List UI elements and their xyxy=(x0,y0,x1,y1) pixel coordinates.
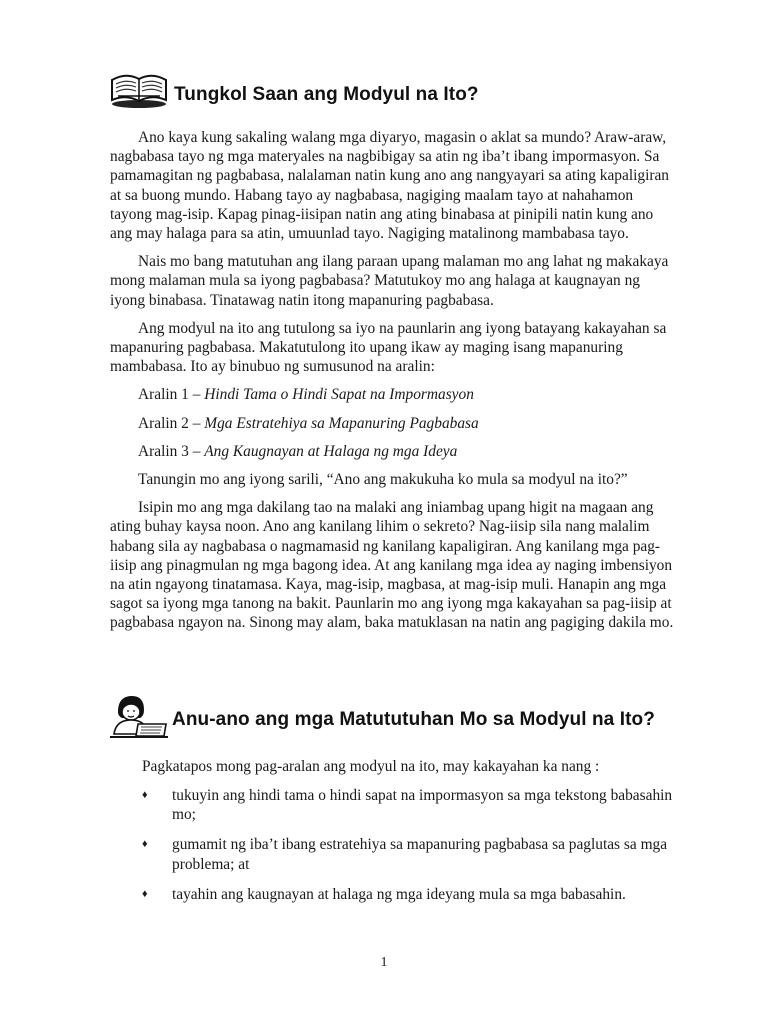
section-body xyxy=(110,128,676,642)
lesson-title: Hindi Tama o Hindi Sapat na Impormasyon xyxy=(204,386,474,404)
paragraph: Ano kaya kung sakaling walang mga diyaryo, magasin o aklat sa mundo? Araw-araw, nagbabasa tayo ng mga materyales na nagbibigay sa atin ng iba’t ibang impormasyon. Sa pamamagitan ng pagbabasa, nalalaman natin kung ano ang nangyayari sa ating kapaligiran at sa buong mundo. Habang tayo ay nagbabasa, nagiging maalam tayo at nahahamon tayong mag-isip. Kapag pinag-iisipan natin ang ating binabasa at pinipili natin kung ano ang may halaga para sa atin, umuunlad tayo. Nagiging matalinong mambabasa tayo. xyxy=(110,129,669,243)
list-item: ♦ tayahin ang kaugnayan at halaga ng mga ideyang mula sa mga babasahin. xyxy=(142,885,626,903)
paragraph: Tanungin mo ang iyong sarili, “Ano ang makukuha ko mula sa modyul na ito?” xyxy=(138,471,628,489)
diamond-bullet-icon: ♦ xyxy=(142,789,148,801)
paragraph: Isipin mo ang mga dakilang tao na malaki ang iniambag upang higit na magaan ang ating buhay kaysa noon. Ano ang kanilang lihim o sekreto? Nag-iisip sila nang malalim habang sila ay nagbabasa o nagmamasid ng kanilang kapaligiran. Ang kanilang mga pag-iisip ang pinagmulan ng mga bagong idea. At ang kanilang mga idea ay naging imbensiyon na atin ngayong tinatamasa. Kaya, mag-isip, magbasa, at mag-isip muli. Hanapin ang mga sagot sa iyong mga tanong na bakit. Paunlarin mo ang iyong mga kakayahan sa pag-iisip at pagbabasa ngayon na. Sinong may alam, baka matuklasan na natin ang pagiging dakila mo. xyxy=(110,499,674,632)
open-book-icon xyxy=(108,70,170,110)
outcomes-list xyxy=(142,786,682,915)
section-title: Anu-ano ang mga Matututuhan Mo sa Modyul na Ito? xyxy=(172,709,655,730)
diamond-bullet-icon: ♦ xyxy=(142,838,148,851)
list-item: ♦ tukuyin ang hindi tama o hindi sapat na impormasyon sa mga tekstong babasahin mo; xyxy=(142,787,673,824)
paragraph: Ang modyul na ito ang tutulong sa iyo na paunlarin ang iyong batayang kakayahan sa mapanuring pagbabasa. Makatutulong ito upang ikaw ay maging isang mapanuring mambabasa. Ito ay binubuo ng sumusunod na aralin: xyxy=(110,319,667,376)
paragraph: Nais mo bang matutuhan ang ilang paraan upang malaman mo ang lahat ng makakaya mong malaman mula sa iyong pagbabasa? Matutukoy mo ang halaga at kaugnayan ng iyong binabasa. Tinatawag natin itong mapanuring pagbabasa. xyxy=(110,253,669,309)
lesson-item: Aralin 2 – Mga Estratehiya sa Mapanuring Pagbabasa xyxy=(138,414,479,432)
student-reading-icon xyxy=(108,690,170,740)
page-number: 1 xyxy=(380,955,388,970)
outcomes-intro: Pagkatapos mong pag-aralan ang modyul na ito, may kakayahan ka nang : xyxy=(142,758,600,775)
section-heading xyxy=(174,84,479,106)
lesson-item: Aralin 1 – Hindi Tama o Hindi Sapat na Impormasyon xyxy=(138,386,474,404)
lesson-title: Mga Estratehiya sa Mapanuring Pagbabasa xyxy=(204,414,479,432)
section-title: Tungkol Saan ang Modyul na Ito? xyxy=(174,84,479,105)
section-heading xyxy=(172,709,655,731)
list-item: ♦ gumamit ng iba’t ibang estratehiya sa mapanuring pagbabasa sa paglutas sa mga problema; at xyxy=(142,836,668,873)
lesson-item: Aralin 3 – Ang Kaugnayan at Halaga ng mga Ideya xyxy=(138,442,458,460)
diamond-bullet-icon: ♦ xyxy=(142,887,148,900)
lesson-title: Ang Kaugnayan at Halaga ng mga Ideya xyxy=(204,442,458,460)
